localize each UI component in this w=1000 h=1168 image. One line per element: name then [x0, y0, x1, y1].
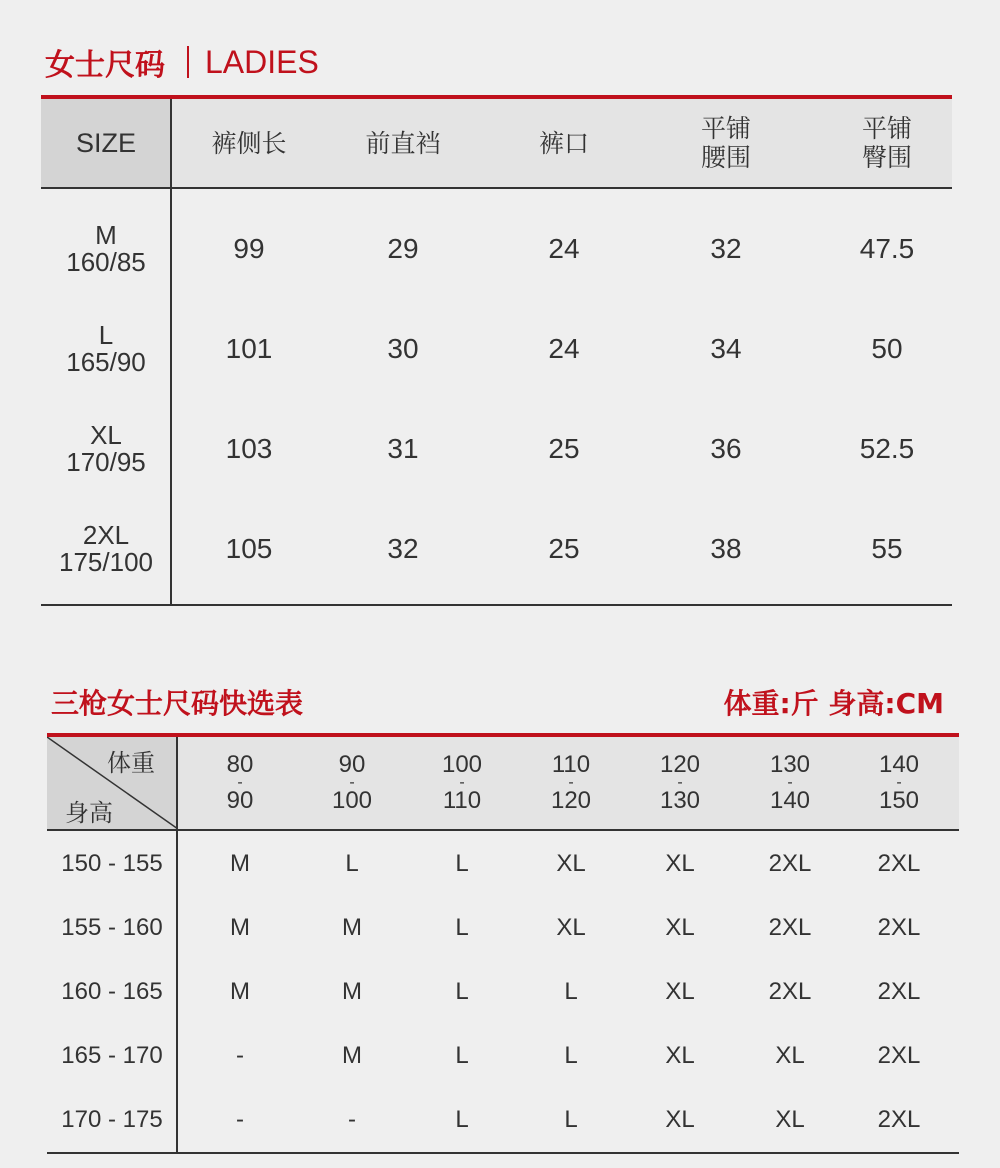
- table-header-divider: [47, 829, 959, 831]
- weight-to: 120: [550, 787, 592, 814]
- table-cell: 101: [225, 333, 273, 364]
- ladies-size-table: [41, 95, 952, 606]
- size-cell: XL: [665, 1042, 695, 1069]
- weight-from: 100: [441, 751, 483, 778]
- table-cell: 103: [225, 433, 273, 464]
- weight-to: 130: [659, 787, 701, 814]
- weight-header: [738, 737, 842, 829]
- weight-to: 100: [331, 787, 373, 814]
- size-cell: M: [230, 978, 250, 1005]
- weight-dash: -: [349, 774, 355, 791]
- size-cell: XL: [775, 1042, 805, 1069]
- size-name: L: [98, 320, 114, 350]
- weight-from: 130: [769, 751, 811, 778]
- weight-dash: -: [568, 774, 574, 791]
- weight-dash: -: [459, 774, 465, 791]
- table-cell: 55: [871, 533, 903, 564]
- weight-to: 140: [769, 787, 811, 814]
- weight-from: 120: [659, 751, 701, 778]
- size-cell: L: [455, 850, 469, 877]
- corner-weight-label: 体重: [107, 749, 155, 777]
- table-cell: 47.5: [859, 233, 915, 264]
- size-cell: 2XL: [877, 1106, 921, 1133]
- column-header: 裤口: [538, 128, 589, 158]
- size-cell: M: [342, 978, 362, 1005]
- column-header: 平铺 腰围: [700, 114, 751, 172]
- weight-dash: -: [787, 774, 793, 791]
- size-label: [43, 499, 169, 599]
- size-cell: -: [348, 1106, 356, 1133]
- size-name: XL: [90, 420, 122, 450]
- weight-dash: -: [677, 774, 683, 791]
- weight-from: 140: [878, 751, 920, 778]
- size-spec: 175/100: [59, 547, 153, 577]
- weight-header: [628, 737, 732, 829]
- size-name: M: [95, 220, 117, 250]
- weight-header: [300, 737, 404, 829]
- table-cell: 99: [233, 233, 265, 264]
- size-cell: 2XL: [877, 914, 921, 941]
- table-bottom-rule: [47, 1152, 959, 1154]
- size-cell: L: [564, 1042, 578, 1069]
- table-cell: 25: [548, 433, 580, 464]
- column-header: 平铺 臀围: [861, 114, 912, 172]
- size-cell: M: [230, 850, 250, 877]
- size-cell: XL: [665, 914, 695, 941]
- table-cell: 36: [710, 433, 742, 464]
- table-cell: 52.5: [859, 433, 915, 464]
- size-cell: 2XL: [877, 850, 921, 877]
- size-cell: M: [342, 914, 362, 941]
- size-cell: M: [230, 914, 250, 941]
- quick-chart-unit: 体重:斤 身高:CM: [723, 687, 944, 720]
- size-cell: XL: [665, 850, 695, 877]
- size-cell: XL: [665, 1106, 695, 1133]
- corner-height-label: 身高: [65, 799, 113, 827]
- table-bottom-rule: [41, 604, 952, 606]
- table-cell: 32: [710, 233, 742, 264]
- table-cell: 32: [387, 533, 419, 564]
- size-header: SIZE: [75, 127, 136, 158]
- height-label: 155 - 160: [61, 914, 163, 941]
- height-label: 170 - 175: [61, 1106, 163, 1133]
- size-cell: 2XL: [768, 850, 812, 877]
- table-cell: 30: [387, 333, 419, 364]
- table-cell: 34: [710, 333, 742, 364]
- size-cell: L: [345, 850, 359, 877]
- table-cell: 29: [387, 233, 419, 264]
- table-vertical-divider: [170, 99, 172, 604]
- size-name: 2XL: [82, 520, 130, 550]
- size-label: [43, 399, 169, 499]
- table-cell: 31: [387, 433, 419, 464]
- column-header: 前直裆: [365, 128, 441, 158]
- weight-to: 150: [878, 787, 920, 814]
- table-cell: 25: [548, 533, 580, 564]
- size-spec: 170/95: [66, 447, 146, 477]
- weight-header: [188, 737, 292, 829]
- size-cell: L: [564, 1106, 578, 1133]
- weight-dash: -: [896, 774, 902, 791]
- table-cell: 24: [548, 333, 580, 364]
- size-cell: L: [455, 978, 469, 1005]
- table-cell: 50: [871, 333, 903, 364]
- size-cell: XL: [556, 914, 586, 941]
- ladies-title: [45, 40, 319, 84]
- ladies-title-en: LADIES: [205, 43, 319, 80]
- table-cell: 105: [225, 533, 273, 564]
- size-label: [43, 199, 169, 299]
- weight-to: 110: [442, 787, 482, 814]
- weight-from: 110: [551, 751, 591, 778]
- size-cell: 2XL: [877, 978, 921, 1005]
- title-separator: [187, 46, 189, 78]
- ladies-title-cn: 女士尺码: [45, 48, 165, 83]
- column-header: 裤侧长: [211, 128, 287, 158]
- size-cell: -: [236, 1106, 244, 1133]
- table-cell: 24: [548, 233, 580, 264]
- table-header-divider: [41, 187, 952, 189]
- height-label: 160 - 165: [61, 978, 163, 1005]
- size-cell: L: [455, 914, 469, 941]
- size-spec: 160/85: [66, 247, 146, 277]
- size-cell: XL: [556, 850, 586, 877]
- size-cell: L: [455, 1042, 469, 1069]
- weight-header: [410, 737, 514, 829]
- quick-chart-title: 三枪女士尺码快选表: [51, 687, 304, 720]
- size-cell: L: [564, 978, 578, 1005]
- weight-from: 80: [226, 751, 254, 778]
- weight-from: 90: [338, 751, 366, 778]
- weight-header: [847, 737, 951, 829]
- size-cell: XL: [775, 1106, 805, 1133]
- size-cell: -: [236, 1042, 244, 1069]
- height-label: 150 - 155: [61, 850, 163, 877]
- size-cell: 2XL: [768, 914, 812, 941]
- table-vertical-divider: [176, 737, 178, 1152]
- quick-size-table: [47, 733, 959, 1154]
- size-cell: 2XL: [768, 978, 812, 1005]
- height-label: 165 - 170: [61, 1042, 163, 1069]
- size-cell: XL: [665, 978, 695, 1005]
- weight-to: 90: [226, 787, 254, 814]
- size-spec: 165/90: [66, 347, 146, 377]
- table-cell: 38: [710, 533, 742, 564]
- weight-header: [519, 737, 623, 829]
- weight-dash: -: [237, 774, 243, 791]
- size-cell: M: [342, 1042, 362, 1069]
- size-cell: L: [455, 1106, 469, 1133]
- size-cell: 2XL: [877, 1042, 921, 1069]
- size-label: [43, 299, 169, 399]
